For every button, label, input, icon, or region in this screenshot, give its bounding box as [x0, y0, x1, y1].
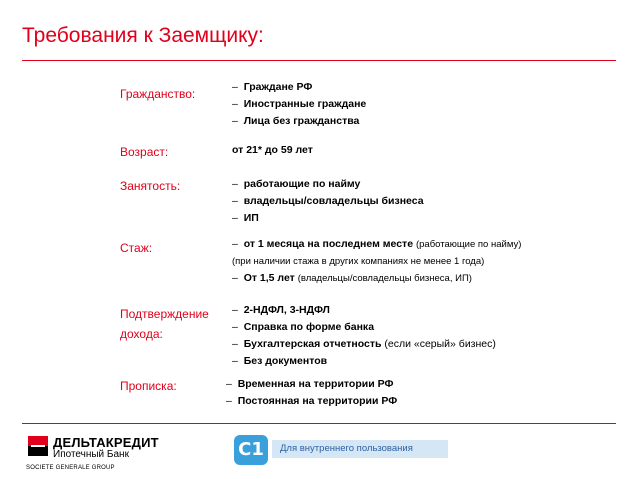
income-list [232, 302, 496, 370]
income-label: Подтверждение дохода: [120, 307, 209, 341]
experience-block [232, 236, 521, 287]
list-item: – работающие по найму [232, 178, 361, 190]
experience-line-2: (при наличии стажа в других компаниях не менее 1 года) [232, 256, 485, 267]
employment-label: Занятость: [120, 179, 181, 193]
list-item: – 2-НДФЛ, 3-НДФЛ [232, 304, 330, 316]
list-item: – Иностранные граждане [232, 98, 367, 110]
list-item: – Бухгалтерская отчетность (если «серый» бизнес) [232, 338, 496, 350]
experience-label: Стаж: [120, 241, 153, 255]
registration-label: Прописка: [120, 379, 177, 393]
list-item: – Без документов [232, 355, 328, 367]
list-item: – владельцы/совладельцы бизнеса [232, 195, 424, 207]
list-item: – ИП [232, 212, 259, 224]
age-label: Возраст: [120, 145, 169, 159]
logo-subtitle: Ипотечный Банк [53, 449, 129, 460]
citizenship-label: Гражданство: [120, 87, 196, 101]
list-item: – Справка по форме банка [232, 321, 375, 333]
top-divider [22, 60, 616, 61]
logo-name: ДЕЛЬТАКРЕДИТ [53, 435, 159, 450]
page-title: Требования к Заемщику: [22, 24, 264, 47]
list-item: – Временная на территории РФ [226, 378, 394, 390]
experience-line-1: – от 1 месяца на последнем месте (работающие по найму) [232, 238, 522, 250]
list-item: – Постоянная на территории РФ [226, 395, 398, 407]
employment-list [232, 176, 424, 227]
experience-line-3: – От 1,5 лет (владельцы/совладельцы бизнеса, ИП) [232, 272, 472, 284]
registration-list [226, 376, 397, 410]
internal-use-label: Для внутреннего пользования [272, 440, 448, 458]
logo-group: SOCIETE GENERALE GROUP [26, 465, 115, 471]
logo-mark-icon [28, 436, 48, 456]
age-value-block [232, 142, 313, 159]
bottom-divider [22, 423, 616, 424]
c1-badge-icon: C1 [234, 435, 268, 465]
list-item: – Лица без гражданства [232, 115, 360, 127]
age-value: от 21* до 59 лет [232, 144, 313, 156]
citizenship-list [232, 79, 366, 130]
list-item: – Граждане РФ [232, 81, 313, 93]
